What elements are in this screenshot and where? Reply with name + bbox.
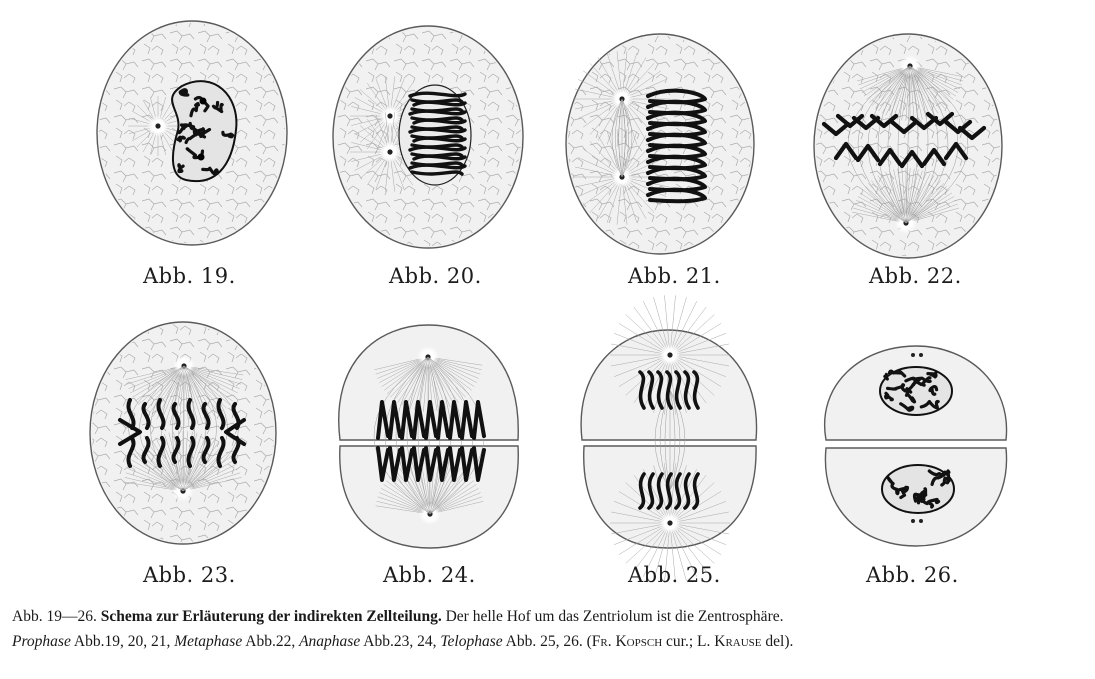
caption-figure-range: Abb. 19—26. — [12, 608, 97, 625]
figure-label-abb-26: Abb. 26. — [866, 563, 959, 587]
caption-description: Der helle Hof um das Zentriolum ist die Zentrosphäre. — [445, 608, 784, 625]
caption-telophase: Telophase — [440, 633, 503, 650]
figure-label-abb-23: Abb. 23. — [143, 563, 236, 587]
figure-label-abb-20: Abb. 20. — [389, 264, 482, 288]
cell-abb-25 — [581, 295, 756, 582]
figure-caption — [12, 604, 1087, 654]
caption-prophase-refs: Abb.19, 20, 21, — [73, 633, 171, 650]
cell-abb-21 — [566, 34, 754, 254]
cell-abb-23 — [90, 322, 276, 544]
figure-label-abb-19: Abb. 19. — [143, 264, 236, 288]
caption-metaphase: Metaphase — [174, 633, 243, 650]
caption-line-2 — [12, 629, 1087, 654]
caption-credit-artist: L. Krause — [697, 633, 762, 650]
caption-anaphase: Anaphase — [299, 633, 361, 650]
caption-credit-author: Fr. Kopsch — [591, 633, 663, 650]
figure-label-abb-22: Abb. 22. — [869, 264, 962, 288]
caption-metaphase-refs: Abb.22, — [245, 633, 296, 650]
cell-abb-20 — [333, 26, 523, 248]
cell-abb-19 — [97, 21, 287, 245]
caption-line-1 — [12, 604, 1087, 629]
cell-abb-26 — [825, 346, 1007, 546]
cell-abb-24 — [339, 325, 519, 548]
caption-credit-del: del). — [765, 633, 794, 650]
caption-anaphase-refs: Abb.23, 24, — [363, 633, 437, 650]
figure-label-abb-21: Abb. 21. — [628, 264, 721, 288]
caption-telophase-refs: Abb. 25, 26. — [505, 633, 583, 650]
caption-prophase: Prophase — [12, 633, 71, 650]
cell-abb-22 — [814, 34, 1002, 258]
caption-credit-open: ( — [586, 633, 592, 650]
figure-label-abb-24: Abb. 24. — [383, 563, 476, 587]
figure-label-abb-25: Abb. 25. — [628, 563, 721, 587]
caption-title: Schema zur Erläuterung der indirekten Zellteilung. — [100, 608, 442, 625]
caption-credit-cur: cur.; — [666, 633, 694, 650]
